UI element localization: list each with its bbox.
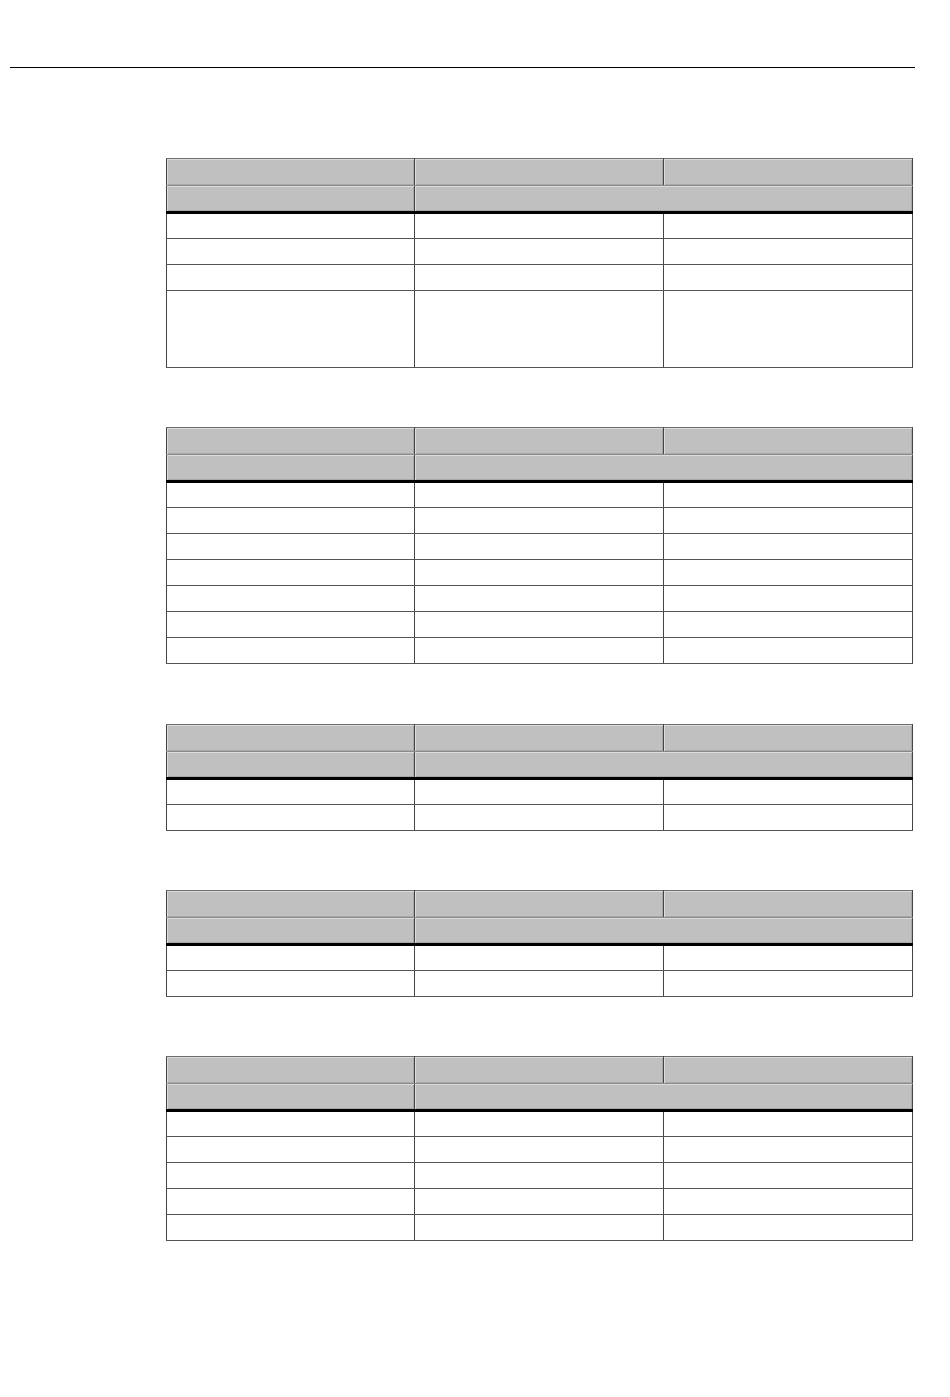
table-cell	[415, 779, 664, 805]
header-cell	[167, 891, 415, 918]
table-cell	[664, 805, 913, 831]
table-row	[167, 1189, 913, 1215]
table-cell	[167, 1137, 415, 1163]
table-cell	[167, 239, 415, 265]
header-cell	[167, 1057, 415, 1084]
table-cell	[415, 971, 664, 997]
table-cell	[415, 265, 664, 291]
table-cell	[664, 971, 913, 997]
table-header-row	[167, 159, 913, 186]
table-row	[167, 1137, 913, 1163]
header-cell	[664, 725, 913, 752]
table-cell	[415, 945, 664, 971]
data-table-5	[166, 1056, 913, 1241]
table-cell	[415, 560, 664, 586]
table-cell	[167, 534, 415, 560]
table-cell	[664, 534, 913, 560]
table-cell	[167, 638, 415, 664]
table-cell	[664, 508, 913, 534]
table-header-row	[167, 891, 913, 918]
table-row	[167, 805, 913, 831]
table-cell	[167, 586, 415, 612]
table-cell	[415, 612, 664, 638]
table-cell	[167, 612, 415, 638]
table-cell	[664, 1215, 913, 1241]
table-cell	[415, 239, 664, 265]
header-cell	[415, 159, 664, 186]
table-cell	[664, 945, 913, 971]
table-row	[167, 638, 913, 664]
table-cell	[664, 1189, 913, 1215]
subheader-cell	[415, 186, 913, 213]
subheader-cell	[415, 918, 913, 945]
table-cell	[167, 1163, 415, 1189]
table-row	[167, 1111, 913, 1137]
header-cell	[415, 891, 664, 918]
table-subheader-row	[167, 186, 913, 213]
page-header-rule	[10, 67, 915, 68]
table-row	[167, 239, 913, 265]
table-subheader-row	[167, 1084, 913, 1111]
header-cell	[167, 725, 415, 752]
table-cell	[415, 1137, 664, 1163]
table-cell	[664, 586, 913, 612]
table-cell	[664, 560, 913, 586]
table-cell	[167, 1111, 415, 1137]
table-cell	[415, 1215, 664, 1241]
table-row	[167, 482, 913, 508]
table-subheader-row	[167, 752, 913, 779]
table-header-row	[167, 1057, 913, 1084]
table-cell	[167, 265, 415, 291]
table-header-row	[167, 428, 913, 455]
table-row	[167, 779, 913, 805]
subheader-cell	[415, 752, 913, 779]
table-cell	[664, 1111, 913, 1137]
subheader-cell	[415, 455, 913, 482]
subheader-cell	[167, 455, 415, 482]
data-table-2	[166, 427, 913, 664]
table-row	[167, 612, 913, 638]
table-cell	[415, 508, 664, 534]
table-cell	[415, 482, 664, 508]
data-table-1	[166, 158, 913, 368]
table-cell	[415, 638, 664, 664]
table-cell	[664, 239, 913, 265]
header-cell	[167, 159, 415, 186]
table-row	[167, 265, 913, 291]
table-cell	[664, 638, 913, 664]
table-header-row	[167, 725, 913, 752]
table-row	[167, 291, 913, 368]
table-cell	[664, 213, 913, 239]
data-table-3	[166, 724, 913, 831]
table-row	[167, 586, 913, 612]
header-cell	[167, 428, 415, 455]
table-row	[167, 945, 913, 971]
table-row	[167, 560, 913, 586]
table-cell	[415, 1163, 664, 1189]
table-cell	[167, 291, 415, 368]
subheader-cell	[167, 752, 415, 779]
table-cell	[415, 1111, 664, 1137]
header-cell	[415, 725, 664, 752]
table-cell	[167, 971, 415, 997]
table-cell	[415, 534, 664, 560]
table-cell	[415, 805, 664, 831]
subheader-cell	[167, 186, 415, 213]
table-row	[167, 1163, 913, 1189]
table-cell	[664, 1137, 913, 1163]
table-cell	[167, 560, 415, 586]
subheader-cell	[415, 1084, 913, 1111]
header-cell	[664, 1057, 913, 1084]
table-cell	[167, 805, 415, 831]
table-cell	[167, 945, 415, 971]
table-cell	[664, 1163, 913, 1189]
table-cell	[167, 779, 415, 805]
table-cell	[415, 213, 664, 239]
table-cell	[415, 291, 664, 368]
table-cell	[664, 779, 913, 805]
table-row	[167, 534, 913, 560]
table-subheader-row	[167, 455, 913, 482]
table-cell	[664, 291, 913, 368]
table-cell	[415, 586, 664, 612]
header-cell	[664, 891, 913, 918]
table-cell	[167, 213, 415, 239]
table-cell	[167, 1215, 415, 1241]
table-cell	[664, 265, 913, 291]
table-cell	[167, 482, 415, 508]
table-row	[167, 1215, 913, 1241]
table-cell	[664, 482, 913, 508]
header-cell	[415, 1057, 664, 1084]
subheader-cell	[167, 918, 415, 945]
table-cell	[167, 508, 415, 534]
data-table-4	[166, 890, 913, 997]
table-cell	[664, 612, 913, 638]
subheader-cell	[167, 1084, 415, 1111]
header-cell	[415, 428, 664, 455]
table-row	[167, 508, 913, 534]
table-row	[167, 213, 913, 239]
header-cell	[664, 428, 913, 455]
header-cell	[664, 159, 913, 186]
table-cell	[415, 1189, 664, 1215]
table-subheader-row	[167, 918, 913, 945]
table-cell	[167, 1189, 415, 1215]
table-row	[167, 971, 913, 997]
